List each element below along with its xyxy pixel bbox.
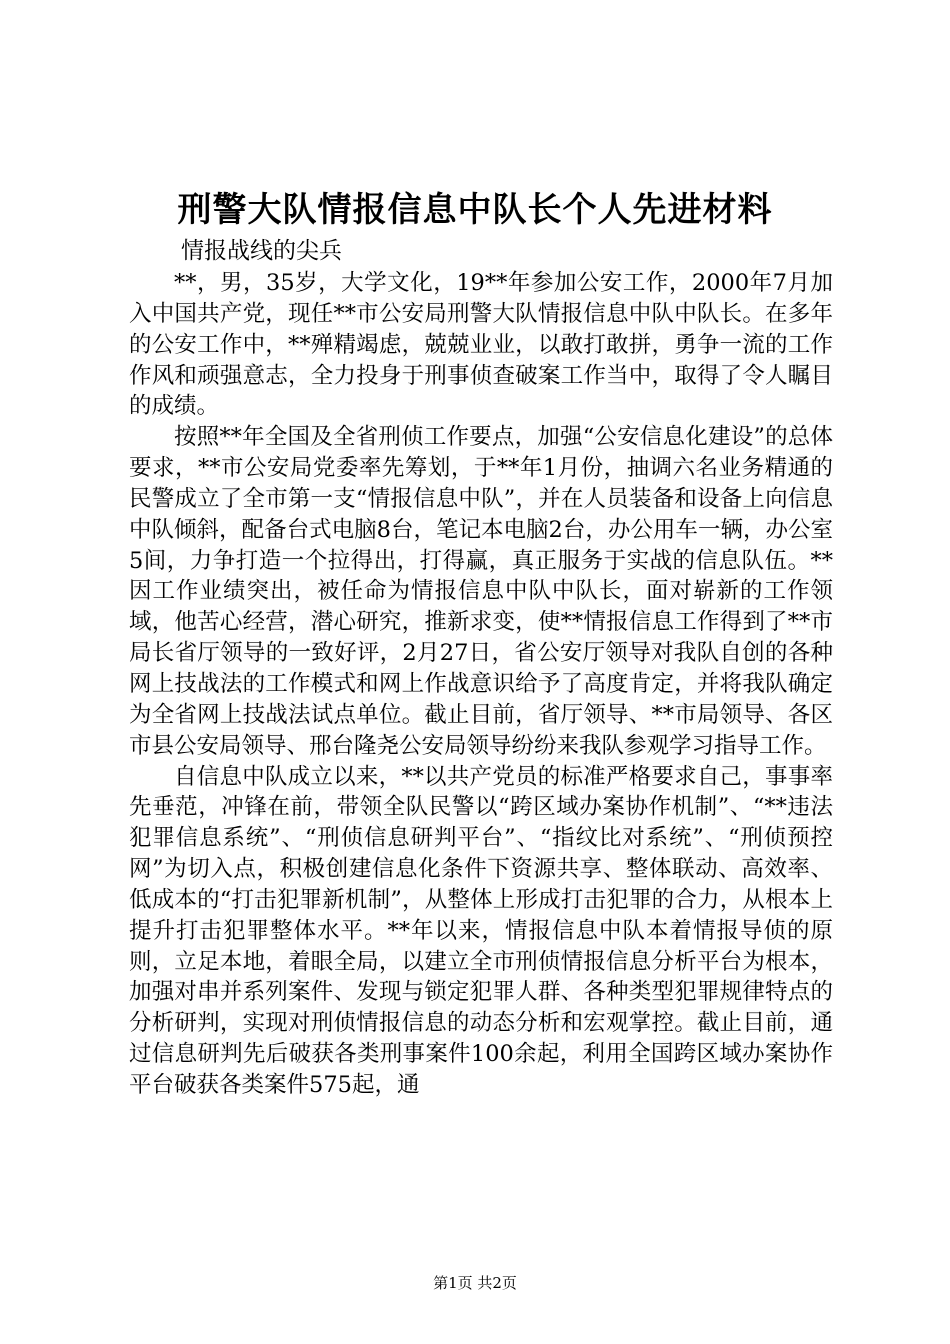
page-total: 共2页 [477,1274,517,1292]
document-body [129,268,833,1101]
page-footer [0,1273,950,1293]
paragraph-3: 自信息中队成立以来，**以共产党员的标准严格要求自己，事事率先垂范，冲锋在前，带领全队民警以“跨区域办案协作机制”、“**违法犯罪信息系统”、“刑侦信息研判平台”、“指纹比对系统”、“刑侦预控网”为切入点，积极创建信息化条件下资源共享、整体联动、高效率、低成本的“打击犯罪新机制”，从整体上形成打击犯罪的合力，从根本上提升打击犯罪整体水平。**年以来，情报信息中队本着情报导侦的原则，立足本地，着眼全局，以建立全市刑侦情报信息分析平台为根本，加强对串并系列案件、发现与锁定犯罪人群、各种类型犯罪规律特点的分析研判，实现对刑侦情报信息的动态分析和宏观掌控。截止目前，通过信息研判先后破获各类刑事案件100余起，利用全国跨区域办案协作平台破获各类案件575起，通 [129,763,833,1098]
paragraph-1: **，男，35岁，大学文化，19**年参加公安工作，2000年7月加入中国共产党，现任**市公安局刑警大队情报信息中队中队长。在多年的公安工作中，**殚精竭虑，兢兢业业，以敢打敢拼，勇争一流的工作作风和顽强意志，全力投身于刑事侦查破案工作当中，取得了令人瞩目的成绩。 [129,270,833,420]
document-title: 刑警大队情报信息中队长个人先进材料 [177,190,773,230]
paragraph-2: 按照**年全国及全省刑侦工作要点，加强“公安信息化建设”的总体要求，**市公安局党委率先筹划，于**年1月份，抽调六名业务精通的民警成立了全市第一支“情报信息中队”，并在人员装备和设备上向信息中队倾斜，配备台式电脑8台，笔记本电脑2台，办公用车一辆，办公室5间，力争打造一个拉得出，打得赢，真正服务于实战的信息队伍。**因工作业绩突出，被任命为情报信息中队中队长，面对崭新的工作领域，他苦心经营，潜心研究，推新求变，使**情报信息工作得到了**市局长省厅领导的一致好评，2月27日，省公安厅领导对我队自创的各种网上技战法的工作模式和网上作战意识给予了高度肯定，并将我队确定为全省网上技战法试点单位。截止目前，省厅领导、**市局领导、各区市县公安局领导、邢台隆尧公安局领导纷纷来我队参观学习指导工作。 [129,424,833,759]
document-subtitle: 情报战线的尖兵 [181,238,342,264]
page-number: 第1页 [433,1274,473,1292]
